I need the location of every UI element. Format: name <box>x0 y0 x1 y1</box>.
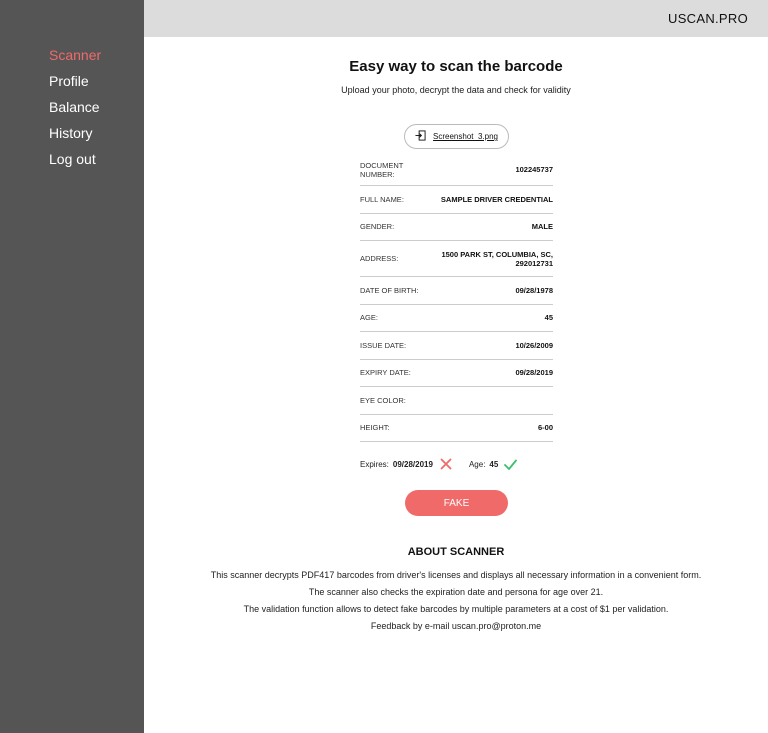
sidebar-item-profile[interactable]: Profile <box>49 73 89 89</box>
file-name: Screenshot_3.png <box>433 132 498 141</box>
about-title: ABOUT SCANNER <box>407 546 505 558</box>
main-content <box>144 37 768 733</box>
expires-value: 09/28/2019 <box>392 459 433 469</box>
about-line: This scanner decrypts PDF417 barcodes from driver's licenses and displays all necessary information in a convenient form. <box>210 570 702 580</box>
field-value: 102245737 <box>515 165 553 174</box>
field-value: 09/28/2019 <box>515 368 553 378</box>
table-row <box>360 241 553 277</box>
cross-icon <box>440 458 452 470</box>
table-row <box>360 186 553 214</box>
field-label: AGE: <box>360 313 378 323</box>
sidebar-item-logout[interactable]: Log out <box>49 151 96 167</box>
age-value: 45 <box>489 459 499 469</box>
table-row <box>360 332 553 360</box>
field-label: DATE OF BIRTH: <box>360 285 419 295</box>
sidebar <box>0 0 144 733</box>
field-value: 45 <box>544 313 553 323</box>
file-upload-button[interactable] <box>404 124 509 149</box>
file-import-icon <box>415 128 426 146</box>
field-label: EYE COLOR: <box>360 395 406 405</box>
field-label: GENDER: <box>360 222 395 232</box>
field-label: FULL NAME: <box>360 194 404 204</box>
table-row <box>360 415 553 443</box>
top-bar <box>144 0 768 37</box>
table-row <box>360 277 553 305</box>
age-label: Age: <box>468 459 486 469</box>
validity-checks <box>360 458 517 470</box>
field-label: ADDRESS: <box>360 254 399 263</box>
about-line: The scanner also checks the expiration date and persona for age over 21. <box>308 587 604 597</box>
field-value: SAMPLE DRIVER CREDENTIAL <box>440 194 553 204</box>
field-label: HEIGHT: <box>360 423 390 433</box>
table-row <box>360 305 553 333</box>
scan-results-table <box>360 154 553 442</box>
table-row <box>360 214 553 242</box>
result-fake-button[interactable]: FAKE <box>405 490 508 516</box>
table-row <box>360 154 553 186</box>
field-value: 6-00 <box>537 423 553 433</box>
brand-logo[interactable]: USCAN.PRO <box>668 11 748 26</box>
page-subtitle: Upload your photo, decrypt the data and check for validity <box>341 85 571 95</box>
check-icon <box>504 459 517 470</box>
field-value: MALE <box>531 222 553 232</box>
field-label: EXPIRY DATE: <box>360 368 411 378</box>
sidebar-nav <box>0 0 144 176</box>
field-label: DOCUMENT NUMBER: <box>360 160 404 179</box>
page-title: Easy way to scan the barcode <box>349 58 563 75</box>
field-label: ISSUE DATE: <box>360 340 407 350</box>
field-value: 1500 PARK ST, COLUMBIA, SC, 292012731 <box>441 249 553 268</box>
sidebar-item-history[interactable]: History <box>49 125 93 141</box>
field-value: 09/28/1978 <box>515 285 553 295</box>
about-line: The validation function allows to detect fake barcodes by multiple parameters at a cost of $1 per validation. <box>243 604 669 614</box>
expires-label: Expires: <box>360 459 389 469</box>
field-value: 10/26/2009 <box>515 340 553 350</box>
table-row <box>360 360 553 388</box>
sidebar-item-scanner[interactable]: Scanner <box>49 47 102 63</box>
feedback-line: Feedback by e-mail uscan.pro@proton.me <box>370 621 542 631</box>
sidebar-item-balance[interactable]: Balance <box>49 99 100 115</box>
table-row <box>360 387 553 415</box>
